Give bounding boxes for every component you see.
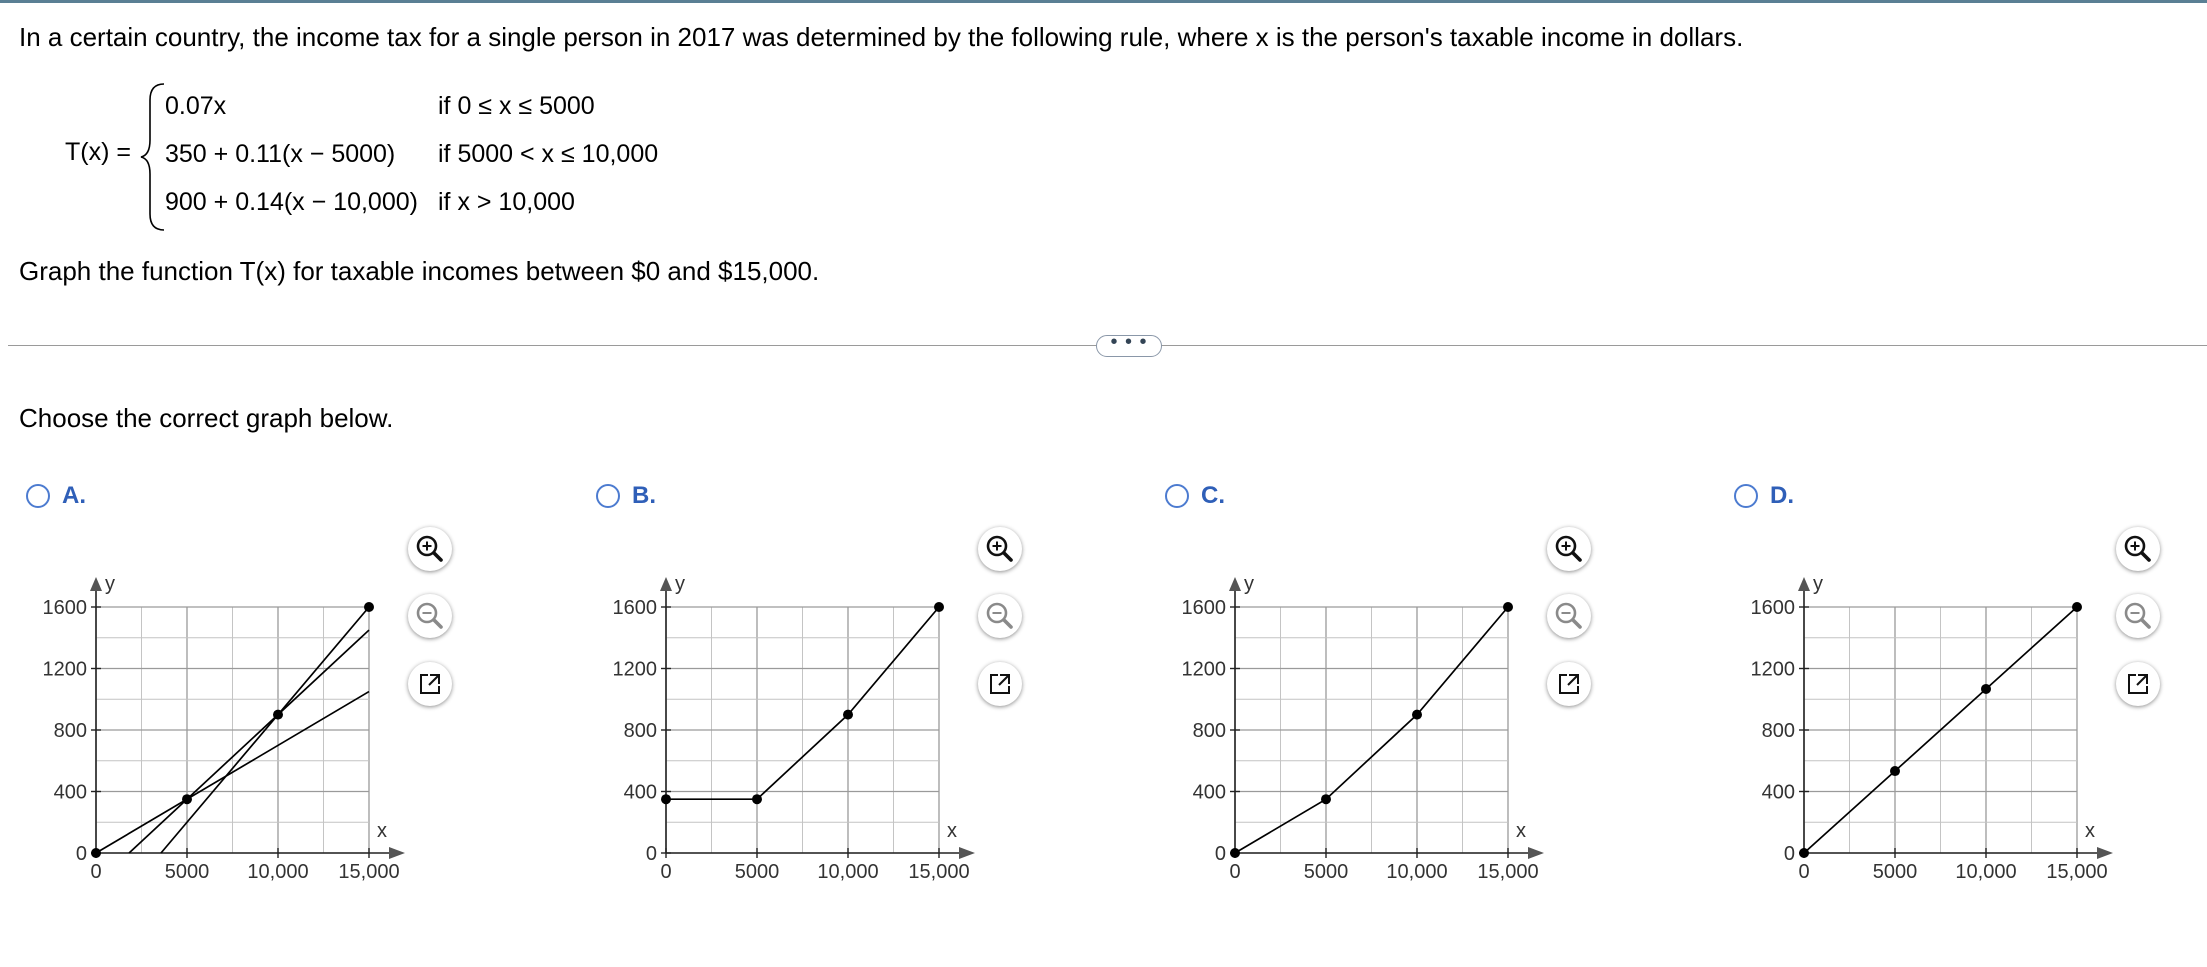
zoom-in-icon — [2116, 527, 2160, 571]
data-point — [1412, 710, 1422, 720]
option-b-graph — [592, 524, 1012, 896]
expand-more-button[interactable]: • • • — [1096, 335, 1162, 357]
x-axis-label: x — [377, 820, 387, 842]
y-tick-label: 1600 — [42, 597, 87, 619]
y-axis-arrow — [1229, 577, 1241, 591]
function-lhs: T(x) = — [65, 138, 131, 166]
x-axis-label: x — [2085, 820, 2095, 842]
y-tick-label: 0 — [1214, 843, 1226, 865]
choose-prompt: Choose the correct graph below. — [19, 403, 394, 433]
y-axis-arrow — [660, 577, 672, 591]
open-new-window-icon — [978, 662, 1022, 706]
y-tick-label: 400 — [1192, 781, 1226, 804]
option-d[interactable] — [1730, 480, 2207, 883]
option-c-label[interactable]: C. — [1201, 482, 1225, 509]
x-axis-label: x — [947, 820, 957, 842]
top-rule — [0, 0, 2207, 3]
y-tick-label: 1200 — [612, 658, 657, 681]
zoom-out-icon — [978, 594, 1022, 638]
x-tick-label: 15,000 — [2046, 861, 2108, 883]
option-c-graph — [1161, 524, 1581, 896]
y-tick-label: 1200 — [1750, 658, 1795, 681]
y-tick-label: 0 — [75, 843, 87, 865]
data-point — [1981, 684, 1991, 694]
option-d-radio[interactable] — [1734, 484, 1758, 508]
open-new-window-icon — [1547, 662, 1591, 706]
y-tick-label: 400 — [53, 781, 87, 804]
y-tick-label: 1600 — [1181, 597, 1226, 619]
option-d-zoom-out-button[interactable] — [2116, 594, 2160, 638]
option-a-open-new-window-button[interactable] — [408, 662, 452, 706]
question-intro: In a certain country, the income tax for a single person in 2017 was determined by the following rule, where x is the person's taxable income in dollars. — [19, 22, 1744, 52]
x-tick-label: 10,000 — [817, 861, 879, 883]
open-new-window-icon — [408, 662, 452, 706]
x-axis-arrow — [959, 847, 975, 859]
piecewise-formula — [65, 80, 705, 235]
x-tick-label: 10,000 — [1955, 861, 2017, 883]
data-point — [182, 794, 192, 804]
option-a-label[interactable]: A. — [62, 482, 86, 509]
x-tick-label: 0 — [1229, 861, 1241, 883]
data-point — [1890, 766, 1900, 776]
series-line — [129, 630, 369, 853]
option-c-zoom-in-button[interactable] — [1547, 527, 1591, 571]
option-b-zoom-in-button[interactable] — [978, 527, 1022, 571]
question-task: Graph the function T(x) for taxable incomes between $0 and $15,000. — [19, 256, 820, 286]
piece-3-expr: 900 + 0.14(x − 10,000) — [165, 188, 418, 216]
x-tick-label: 15,000 — [908, 861, 970, 883]
data-point — [1799, 848, 1809, 858]
x-tick-label: 15,000 — [338, 861, 400, 883]
x-axis-arrow — [389, 847, 405, 859]
option-c-zoom-out-button[interactable] — [1547, 594, 1591, 638]
y-tick-label: 800 — [623, 720, 657, 742]
data-point — [661, 794, 671, 804]
x-tick-label: 0 — [1798, 861, 1810, 883]
option-a[interactable] — [22, 480, 562, 883]
x-axis-label: x — [1516, 820, 1526, 842]
x-tick-label: 15,000 — [1477, 861, 1539, 883]
data-point — [752, 794, 762, 804]
y-tick-label: 400 — [1761, 781, 1795, 804]
data-point — [1321, 794, 1331, 804]
x-axis-arrow — [2097, 847, 2113, 859]
data-point — [91, 848, 101, 858]
option-d-label[interactable]: D. — [1770, 482, 1794, 509]
y-tick-label: 1200 — [1181, 658, 1226, 681]
option-a-radio[interactable] — [26, 484, 50, 508]
piece-1-cond: if 0 ≤ x ≤ 5000 — [438, 92, 595, 120]
piece-2-cond: if 5000 < x ≤ 10,000 — [438, 140, 659, 168]
zoom-out-icon — [408, 594, 452, 638]
y-tick-label: 0 — [1783, 843, 1795, 865]
y-axis-arrow — [90, 577, 102, 591]
y-tick-label: 400 — [623, 781, 657, 804]
option-d-open-new-window-button[interactable] — [2116, 662, 2160, 706]
option-a-graph — [22, 524, 442, 896]
option-b-open-new-window-button[interactable] — [978, 662, 1022, 706]
data-point — [934, 602, 944, 612]
data-point — [364, 602, 374, 612]
x-tick-label: 5000 — [1872, 861, 1918, 883]
y-axis-label: y — [1244, 573, 1254, 595]
y-axis-label: y — [675, 573, 685, 595]
x-tick-label: 5000 — [164, 861, 210, 883]
piece-2-expr: 350 + 0.11(x − 5000) — [165, 140, 396, 168]
option-b-label[interactable]: B. — [632, 482, 656, 509]
y-tick-label: 1200 — [42, 658, 87, 681]
x-axis-arrow — [1528, 847, 1544, 859]
y-tick-label: 800 — [1761, 720, 1795, 742]
data-point — [273, 710, 283, 720]
zoom-out-icon — [1547, 594, 1591, 638]
x-tick-label: 10,000 — [247, 861, 309, 883]
zoom-out-icon — [2116, 594, 2160, 638]
option-b[interactable] — [592, 480, 1132, 883]
piece-3-cond: if x > 10,000 — [438, 188, 575, 216]
option-c[interactable] — [1161, 480, 1701, 883]
x-tick-label: 5000 — [1303, 861, 1349, 883]
option-c-radio[interactable] — [1165, 484, 1189, 508]
y-axis-label: y — [105, 573, 115, 595]
open-new-window-icon — [2116, 662, 2160, 706]
option-b-zoom-out-button[interactable] — [978, 594, 1022, 638]
x-tick-label: 0 — [90, 861, 102, 883]
data-point — [2072, 602, 2082, 612]
zoom-in-icon — [978, 527, 1022, 571]
piece-1-expr: 0.07x — [165, 92, 227, 120]
x-tick-label: 5000 — [734, 861, 780, 883]
option-d-graph — [1730, 524, 2150, 896]
zoom-in-icon — [1547, 527, 1591, 571]
x-tick-label: 10,000 — [1386, 861, 1448, 883]
zoom-in-icon — [408, 527, 452, 571]
y-axis-label: y — [1813, 573, 1823, 595]
option-d-zoom-in-button[interactable] — [2116, 527, 2160, 571]
option-a-zoom-in-button[interactable] — [408, 527, 452, 571]
x-tick-label: 0 — [660, 861, 672, 883]
y-tick-label: 1600 — [612, 597, 657, 619]
y-tick-label: 800 — [53, 720, 87, 742]
option-c-open-new-window-button[interactable] — [1547, 662, 1591, 706]
y-tick-label: 800 — [1192, 720, 1226, 742]
data-point — [843, 710, 853, 720]
option-b-radio[interactable] — [596, 484, 620, 508]
data-point — [1230, 848, 1240, 858]
data-point — [1503, 602, 1513, 612]
y-axis-arrow — [1798, 577, 1810, 591]
option-a-zoom-out-button[interactable] — [408, 594, 452, 638]
y-tick-label: 0 — [645, 843, 657, 865]
y-tick-label: 1600 — [1750, 597, 1795, 619]
